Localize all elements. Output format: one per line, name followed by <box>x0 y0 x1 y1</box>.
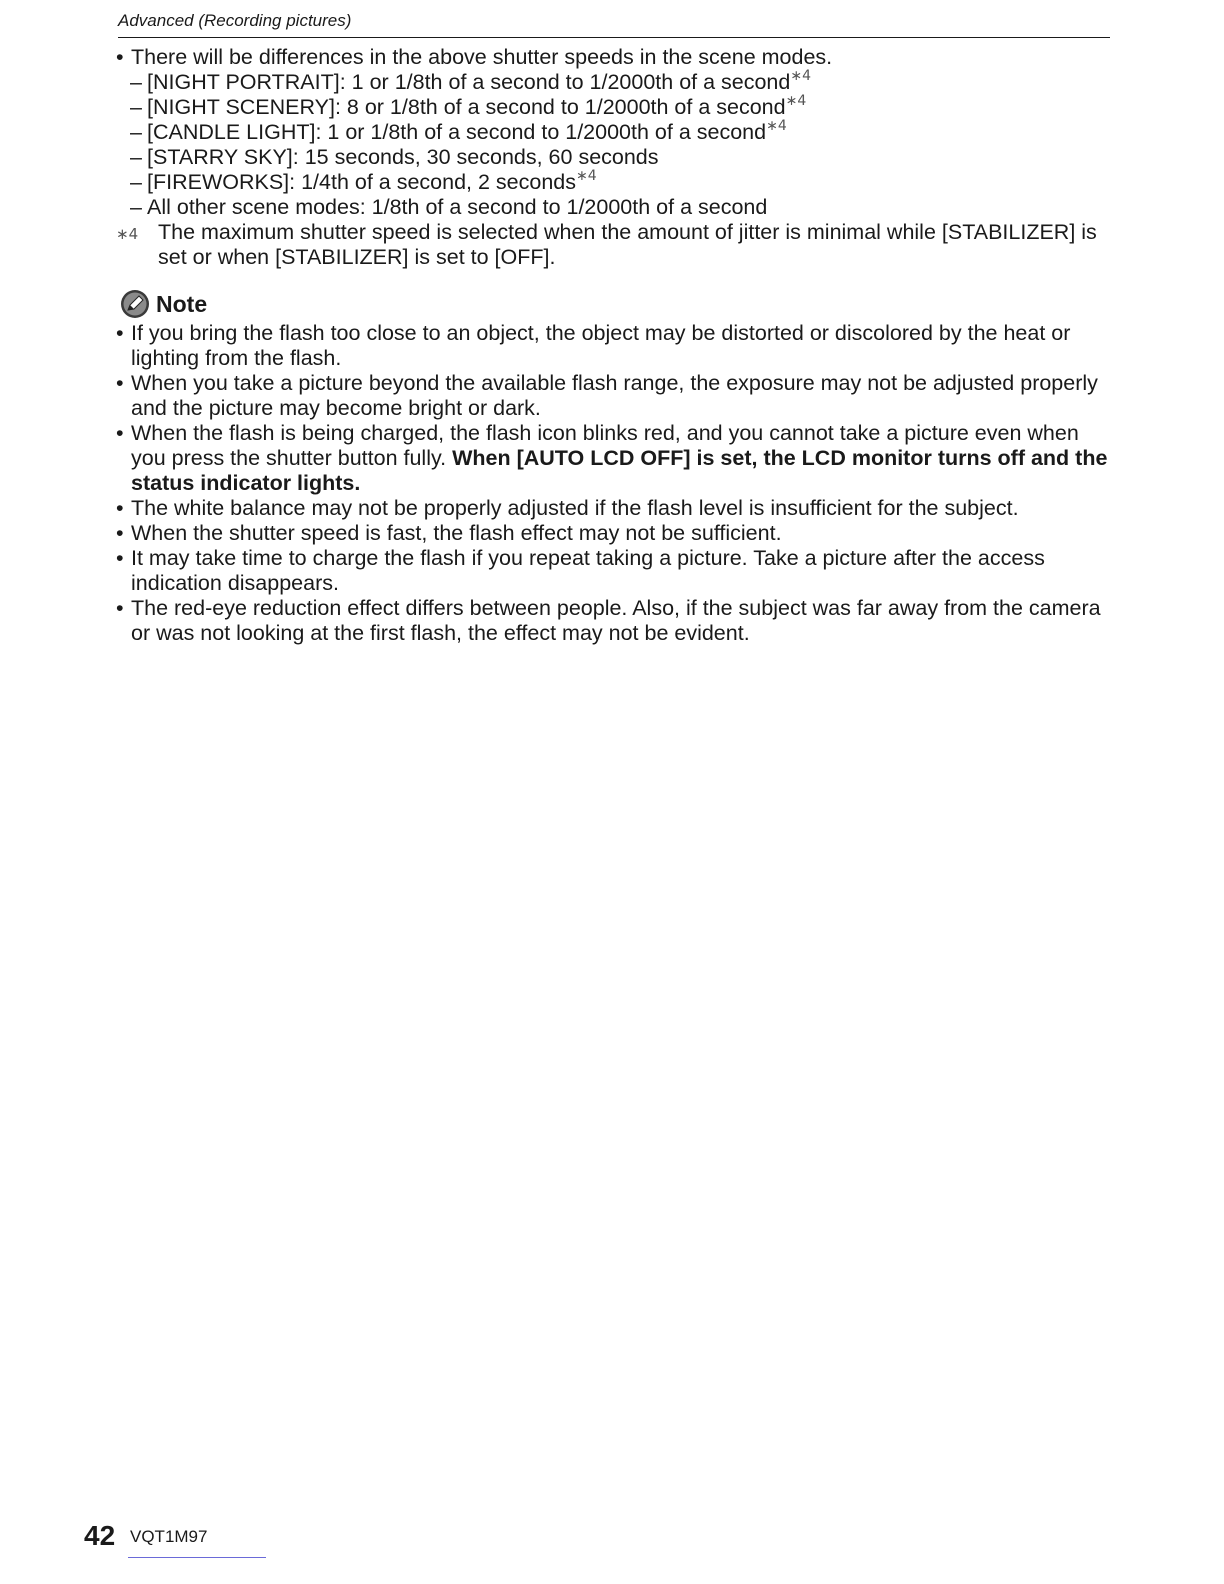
page-number: 42 <box>84 1520 116 1551</box>
note-item-text: The white balance may not be properly adjusted if the flash level is insufficient for the subject. <box>131 496 1019 520</box>
scene-mode-item <box>116 170 1116 195</box>
footnote-reference: ∗4 <box>785 93 807 109</box>
intro-text: There will be differences in the above shutter speeds in the scene modes. <box>131 45 833 69</box>
intro-bullet <box>116 45 1116 70</box>
note-item <box>116 321 1116 371</box>
bullet-dot: • <box>116 596 124 620</box>
header-rule <box>118 37 1110 38</box>
note-item <box>116 546 1116 596</box>
footnote-reference: ∗4 <box>576 168 597 184</box>
footnote <box>116 220 1116 270</box>
note-pencil-icon <box>120 289 150 319</box>
scene-mode-text: [STARRY SKY]: 15 seconds, 30 seconds, 60 seconds <box>147 145 659 169</box>
note-title: Note <box>156 291 208 317</box>
note-item <box>116 521 1116 546</box>
dash-mark: – <box>130 145 142 169</box>
note-item-text: When the flash is being charged, the flash icon blinks red, and you cannot take a picture even when you press the shutter button fully. <box>131 421 1079 470</box>
note-item-text: The red-eye reduction effect differs between people. Also, if the subject was far away from the camera or was not looking at the first flash, the effect may not be evident. <box>131 596 1101 645</box>
scene-mode-item <box>116 145 1116 170</box>
dash-mark: – <box>130 120 142 144</box>
note-heading <box>116 289 1116 319</box>
note-item-text: If you bring the flash too close to an object, the object may be distorted or discolored by the heat or lighting from the flash. <box>131 321 1071 370</box>
running-header: Advanced (Recording pictures) <box>118 11 352 30</box>
note-item-bold-text: When [AUTO LCD OFF] is set, the LCD monitor turns off and the status indicator lights. <box>131 446 1108 495</box>
footnote-mark: ∗4 <box>116 225 139 243</box>
bullet-dot: • <box>116 421 124 445</box>
note-item <box>116 421 1116 496</box>
bullet-dot: • <box>116 45 124 69</box>
note-item-text: When you take a picture beyond the available flash range, the exposure may not be adjusted properly and the picture may become bright or dark. <box>131 371 1098 420</box>
footnote-reference: ∗4 <box>790 68 811 84</box>
bullet-dot: • <box>116 521 124 545</box>
note-item <box>116 371 1116 421</box>
scene-mode-item <box>116 70 1116 95</box>
scene-mode-item <box>116 95 1116 120</box>
note-item-text: It may take time to charge the flash if you repeat taking a picture. Take a picture after the access indication disappears. <box>131 546 1045 595</box>
scene-mode-item <box>116 120 1116 145</box>
bullet-dot: • <box>116 546 124 570</box>
footnote-text: The maximum shutter speed is selected when the amount of jitter is minimal while [STABILIZER] is set or when [STABILIZER] is set to [OFF]. <box>158 220 1097 269</box>
document-code: VQT1M97 <box>130 1527 208 1546</box>
scene-mode-text: [NIGHT SCENERY]: 8 or 1/8th of a second to 1/2000th of a second <box>147 95 786 119</box>
scene-mode-text: All other scene modes: 1/8th of a second to 1/2000th of a second <box>147 195 768 219</box>
dash-mark: – <box>130 170 142 194</box>
note-list <box>116 321 1116 646</box>
scene-mode-item <box>116 195 1116 220</box>
dash-mark: – <box>130 95 142 119</box>
bullet-dot: • <box>116 321 124 345</box>
dash-mark: – <box>130 195 142 219</box>
note-item <box>116 496 1116 521</box>
page-content <box>116 45 1116 646</box>
footnote-reference: ∗4 <box>766 118 787 134</box>
bullet-dot: • <box>116 371 124 395</box>
note-item-text: When the shutter speed is fast, the flash effect may not be sufficient. <box>131 521 782 545</box>
note-item <box>116 596 1116 646</box>
scene-mode-text: [NIGHT PORTRAIT]: 1 or 1/8th of a second to 1/2000th of a second <box>147 70 791 94</box>
bullet-dot: • <box>116 496 124 520</box>
footer-rule <box>128 1557 266 1558</box>
scene-mode-text: [CANDLE LIGHT]: 1 or 1/8th of a second to 1/2000th of a second <box>147 120 767 144</box>
dash-mark: – <box>130 70 142 94</box>
scene-mode-text: [FIREWORKS]: 1/4th of a second, 2 seconds <box>147 170 577 194</box>
